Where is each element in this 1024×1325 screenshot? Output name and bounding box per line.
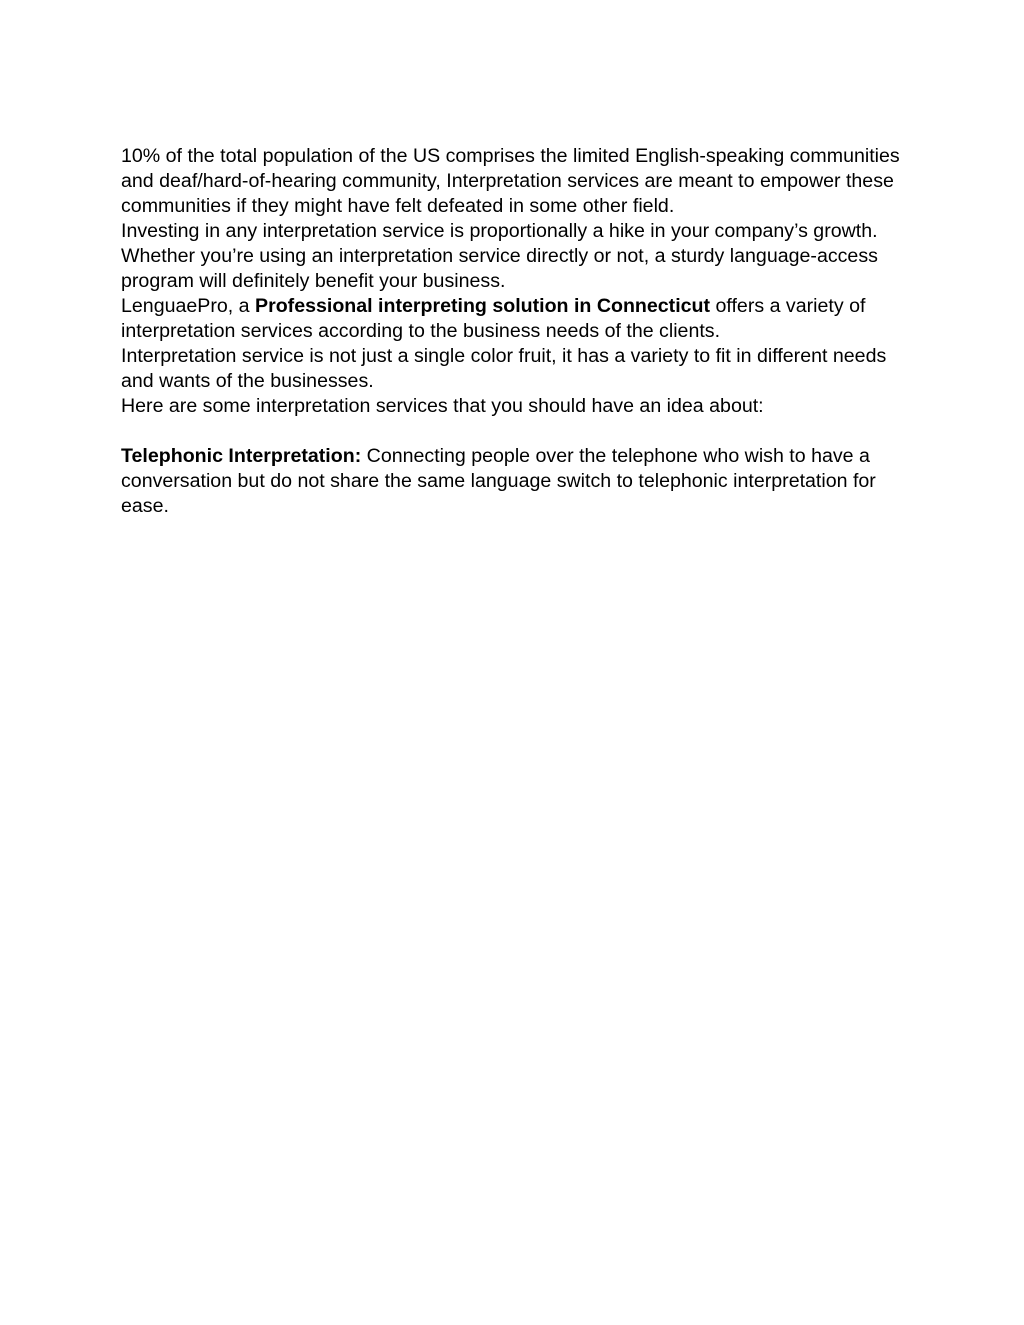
document-body [121, 144, 901, 519]
paragraph-population: 10% of the total population of the US comprises the limited English-speaking communities and deaf/hard-of-hearing community, Interpretation services are meant to empower these communities if they might have felt defeated in some other field. [121, 145, 900, 217]
paragraph-telephonic [121, 444, 901, 519]
paragraph-spacer [121, 419, 901, 444]
paragraph-lenguaepro-prefix: LenguaePro, a [121, 295, 255, 317]
telephonic-description: Connecting people over the telephone who wish to have a conversation but do not share the same language switch to telephonic interpretation for ease. [121, 445, 876, 517]
paragraph-investing: Investing in any interpretation service is proportionally a hike in your company’s growth. Whether you’re using an interpretation service directly or not, a sturdy language-access program will definitely benefit your business. [121, 220, 878, 292]
paragraph-lenguaepro-suffix: offers a variety of interpretation services according to the business needs of the clients. [121, 295, 866, 342]
paragraph-variety: Interpretation service is not just a single color fruit, it has a variety to fit in different needs and wants of the businesses. [121, 345, 887, 392]
professional-interpreting-link-text: Professional interpreting solution in Connecticut [255, 295, 711, 317]
telephonic-heading: Telephonic Interpretation: [121, 445, 362, 467]
paragraph-services-intro: Here are some interpretation services that you should have an idea about: [121, 395, 764, 417]
paragraph-lenguaepro [121, 294, 901, 344]
